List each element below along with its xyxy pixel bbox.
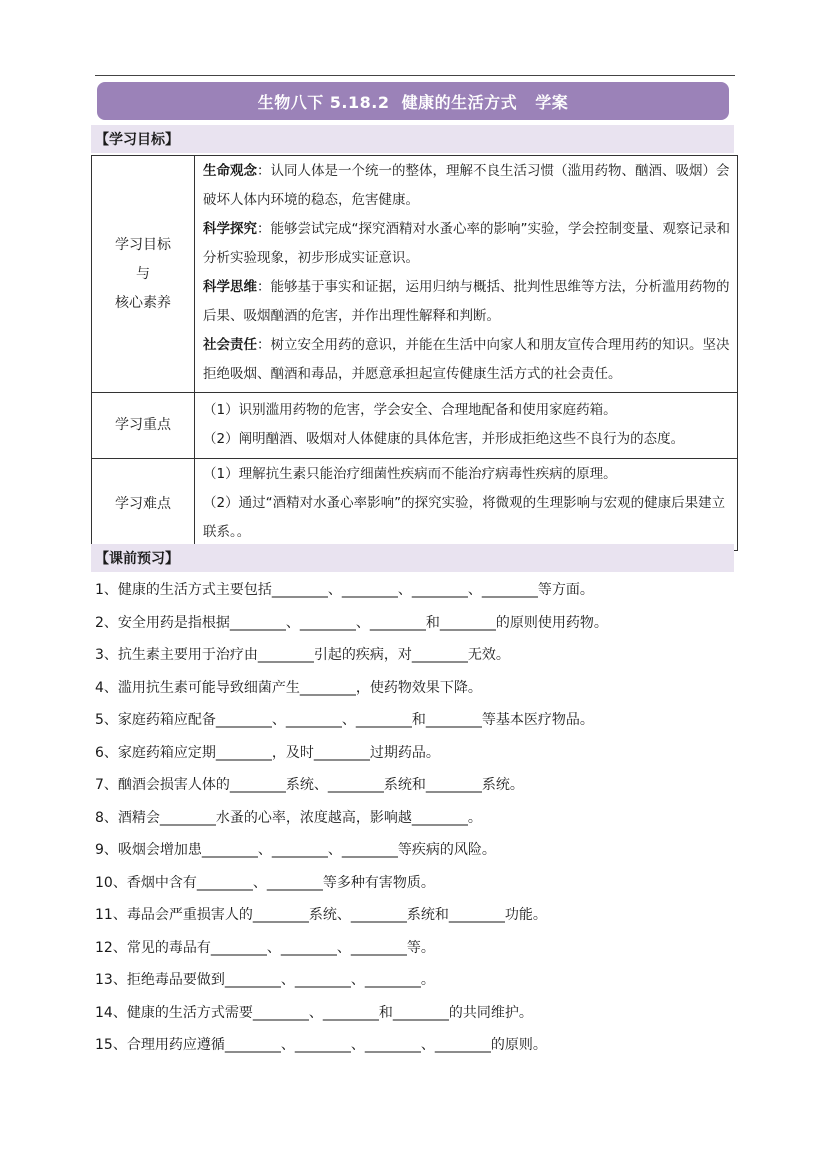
goals-content xyxy=(195,156,738,393)
question-item: 1、健康的生活方式主要包括________、________、________、________等方面。 xyxy=(95,582,594,598)
row-label-key-points: 学习重点 xyxy=(92,393,195,459)
section-goals-label: 【学习目标】 xyxy=(95,132,179,148)
preview-question-list xyxy=(95,574,735,1062)
goal-item-responsibility xyxy=(203,331,731,389)
question-item: 8、酒精会________水蚤的心率，浓度越高，影响越________。 xyxy=(95,809,482,826)
question-item: 9、吸烟会增加患________、________、________等疾病的风险。 xyxy=(95,842,496,858)
goal-heading: 社会责任 xyxy=(203,337,257,353)
section-preview-label: 【课前预习】 xyxy=(95,551,179,567)
row-label-goals xyxy=(92,156,195,393)
question-item: 7、酗酒会损害人体的________系统、________系统和________系统。 xyxy=(95,777,524,793)
goal-item-life xyxy=(203,157,731,215)
header-rule xyxy=(95,75,735,76)
question-item: 6、家庭药箱应定期________，及时________过期药品。 xyxy=(95,744,440,761)
goals-row-key-points xyxy=(92,393,738,459)
goal-text: ：能够尝试完成“探究酒精对水蚤心率的影响”实验，学会控制变量、观察记录和分析实验现象，初步形成实证意识。 xyxy=(203,221,730,266)
label-line: 学习目标 xyxy=(115,236,171,253)
key-points-content xyxy=(195,393,738,459)
question-item: 15、合理用药应遵循________、________、________、________的原则。 xyxy=(95,1037,547,1053)
label-line: 与 xyxy=(136,265,150,282)
goal-text: ：树立安全用药的意识，并能在生活中向家人和朋友宣传合理用药的知识。坚决拒绝吸烟、酗酒和毒品，并愿意承担起宣传健康生活方式的社会责任。 xyxy=(203,337,730,382)
difficulty-item: （2）通过“酒精对水蚤心率影响”的探究实验，将微观的生理影响与宏观的健康后果建立联系。。 xyxy=(203,495,726,540)
difficulties-content xyxy=(195,459,738,551)
goal-text: ：能够基于事实和证据，运用归纳与概括、批判性思维等方法，分析滥用药物的后果、吸烟酗酒的危害，并作出理性解释和判断。 xyxy=(203,279,730,324)
label-line: 核心素养 xyxy=(115,294,171,311)
page-title: 生物八下 5.18.2 健康的生活方式 学案 xyxy=(257,92,569,112)
question-item: 12、常见的毒品有________、________、________等。 xyxy=(95,939,435,956)
goal-text: ：认同人体是一个统一的整体，理解不良生活习惯（滥用药物、酗酒、吸烟）会破坏人体内环境的稳态，危害健康。 xyxy=(203,163,730,208)
key-point-item: （2）阐明酗酒、吸烟对人体健康的具体危害，并形成拒绝这些不良行为的态度。 xyxy=(203,430,685,447)
section-header-preview xyxy=(91,544,734,572)
goals-table xyxy=(91,155,738,551)
question-item: 4、滥用抗生素可能导致细菌产生________，使药物效果下降。 xyxy=(95,679,482,696)
goal-item-inquiry xyxy=(203,215,731,273)
goal-heading: 科学探究 xyxy=(203,221,257,237)
goal-heading: 生命观念 xyxy=(203,163,257,179)
question-item: 5、家庭药箱应配备________、________、________和________等基本医疗物品。 xyxy=(95,712,594,728)
row-label-difficulties: 学习难点 xyxy=(92,459,195,551)
goals-row-core xyxy=(92,156,738,393)
question-item: 11、毒品会严重损害人的________系统、________系统和________功能。 xyxy=(95,907,547,923)
section-header-goals xyxy=(91,125,734,153)
goal-heading: 科学思维 xyxy=(203,279,257,295)
goals-row-difficulties xyxy=(92,459,738,551)
goal-item-thinking xyxy=(203,273,731,331)
question-item: 3、抗生素主要用于治疗由________引起的疾病，对________无效。 xyxy=(95,647,510,663)
question-item: 10、香烟中含有________、________等多种有害物质。 xyxy=(95,874,435,891)
difficulty-item: （1）理解抗生素只能治疗细菌性疾病而不能治疗病毒性疾病的原理。 xyxy=(203,466,617,482)
question-item: 13、拒绝毒品要做到________、________、________。 xyxy=(95,972,435,988)
title-banner xyxy=(97,82,729,120)
key-point-item: （1）识别滥用药物的危害，学会安全、合理地配备和使用家庭药箱。 xyxy=(203,401,617,418)
question-item: 2、安全用药是指根据________、________、________和________的原则使用药物。 xyxy=(95,614,608,631)
question-item: 14、健康的生活方式需要________、________和________的共同维护。 xyxy=(95,1004,533,1021)
